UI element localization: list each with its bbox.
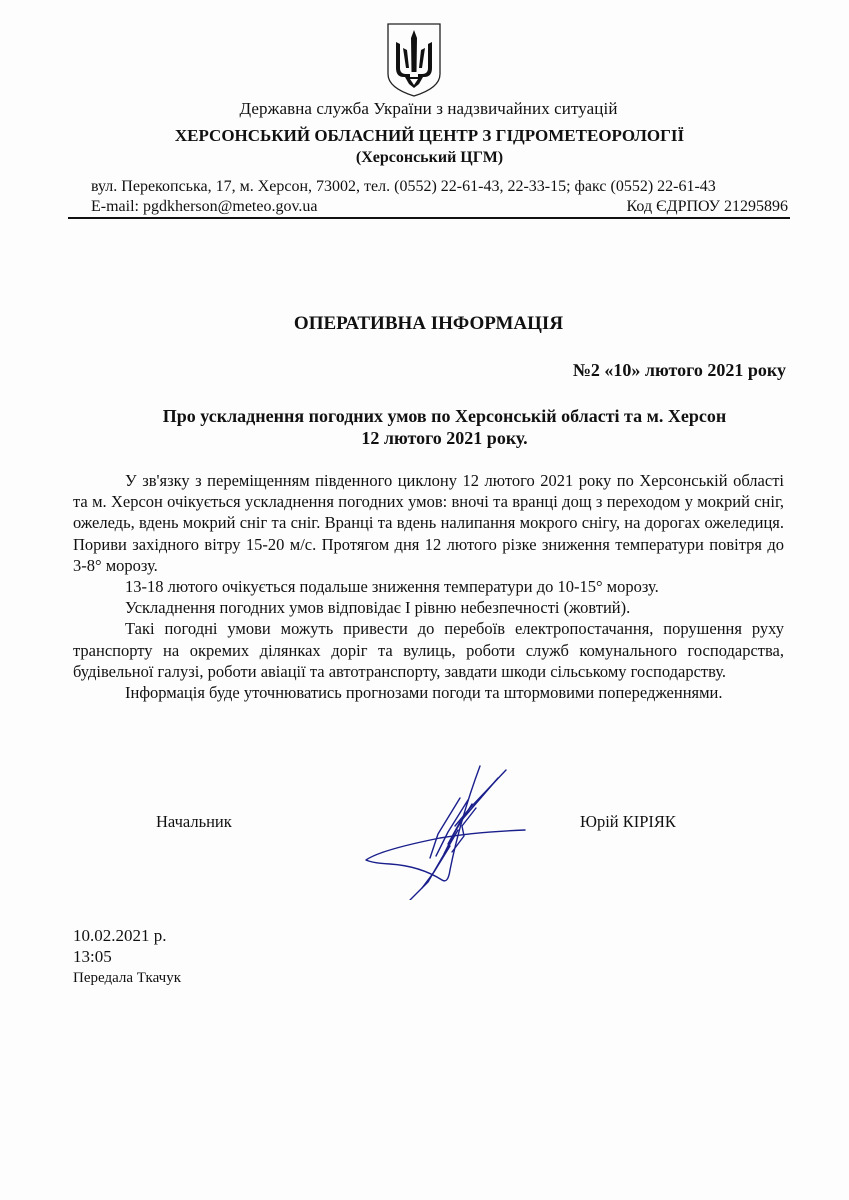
organization-name: ХЕРСОНСЬКИЙ ОБЛАСНИЙ ЦЕНТР З ГІДРОМЕТЕОРОЛОГІЇ xyxy=(174,126,685,145)
agency-name: Державна служба України з надзвичайних ситуацій xyxy=(239,99,618,118)
coat-of-arms-icon xyxy=(385,22,443,98)
signer-position: Начальник xyxy=(156,812,232,831)
subject-line-1: Про ускладнення погодних умов по Херсонській області та м. Херсон xyxy=(162,406,727,426)
email-address: E-mail: pgdkherson@meteo.gov.ua xyxy=(91,198,318,215)
paragraph-temperature: 13-18 лютого очікується подальше зниження температури до 10-15° морозу. xyxy=(125,577,659,597)
paragraph-updates: Інформація буде уточнюватись прогнозами погоди та штормовими попередженнями. xyxy=(125,683,723,703)
sender-name: Передала Ткачук xyxy=(73,970,182,986)
document-number-date: №2 «10» лютого 2021 року xyxy=(572,360,786,380)
paragraph-danger-level: Ускладнення погодних умов відповідає І рівню небезпечності (жовтий). xyxy=(125,598,631,618)
signature-block xyxy=(0,760,849,900)
organization-short-name: (Херсонський ЦГМ) xyxy=(355,149,504,166)
address-line: вул. Перекопська, 17, м. Херсон, 73002, тел. (0552) 22-61-43, 22-33-15; факс (0552) 22-61-43 xyxy=(91,178,716,195)
transmission-time: 13:05 xyxy=(73,947,112,966)
header-divider xyxy=(68,217,790,219)
signer-name: Юрій КІРІЯК xyxy=(580,812,676,831)
document-body xyxy=(73,470,784,703)
paragraph-consequences: Такі погодні умови можуть привести до перебоїв електропостачання, порушення руху транспорту на окремих ділянках доріг та вулиць, роботи служб комунального господарства, будівельної галузі, роботи авіації та автотранспорту, завдати шкоди сільському господарству. xyxy=(73,619,784,681)
paragraph-cyclone: У зв'язку з переміщенням південного циклону 12 лютого 2021 року по Херсонській області та м. Херсон очікується ускладнення погодних умов: вночі та вранці дощ з переходом у мокрий сніг, ожеледь, вдень мокрий сніг та сніг. Вранці та вдень налипання мокрого снігу, на дорогах ожеледиця. Пориви західного вітру 15-20 м/с. Протягом дня 12 лютого різке зниження температури повітря до 3-8° морозу. xyxy=(73,471,784,575)
contact-row xyxy=(91,198,788,216)
document-footer xyxy=(73,925,181,989)
subject-line-2: 12 лютого 2021 року. xyxy=(361,428,528,448)
signature-icon xyxy=(310,760,550,900)
document-title: ОПЕРАТИВНА ІНФОРМАЦІЯ xyxy=(293,313,564,334)
transmission-date: 10.02.2021 р. xyxy=(73,926,167,945)
document-subject xyxy=(100,405,789,449)
edrpou-code: Код ЄДРПОУ 21295896 xyxy=(626,198,788,215)
